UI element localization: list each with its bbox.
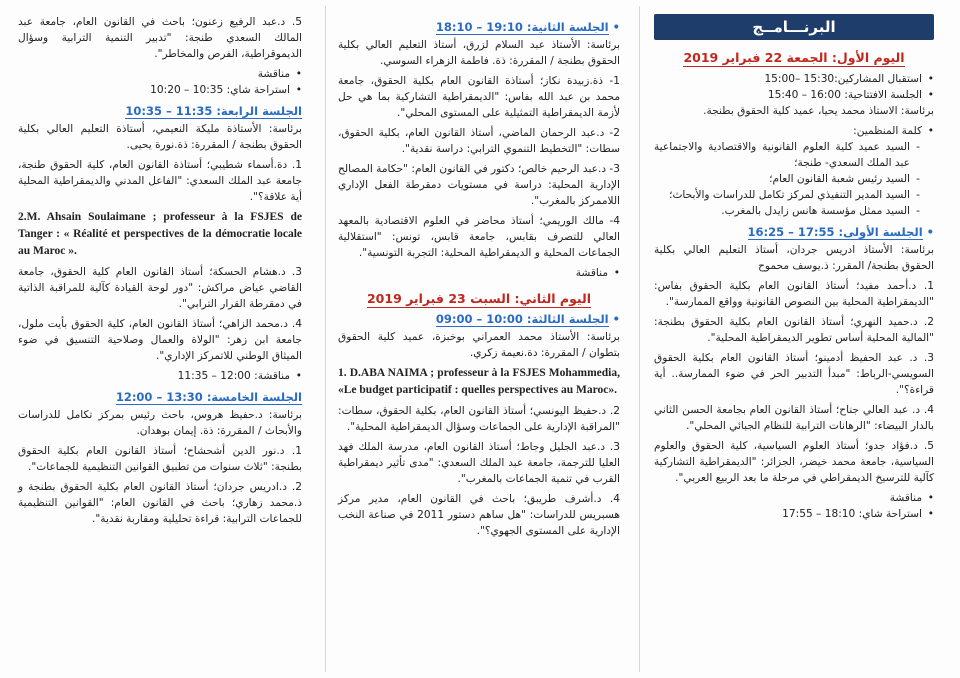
opening-chair: برئاسة: الاستاذ محمد يحيا، عميد كلية الحقوق بطنجة. [703,105,934,117]
session-one-title-text: الجلسة الأولى: 17:55 – 16:25 [747,225,923,239]
column-right [640,0,960,678]
session-four-talk: 3. د.هشام الحسكة؛ أستاذ القانون العام كلية الحقوق، جامعة القاضي عياض مراكش: "دور لوحة القيادة كآلية للمراقبة الذاتية في دمقرطة القرار الترابي". [18,266,302,310]
session-three-title-text: الجلسة الثالثة: 10:00 – 09:00 [435,312,609,326]
session-two-talk: 2- د.عبد الرحمان الماضي، أستاذ القانون العام، بكلية الحقوق، سطات: "التخطيط التنموي الترابي: دراسة نقدية". [338,127,620,155]
session-two-chair: برئاسة: الأستاذ عبد السلام لزرق، أستاذ التعليم العالي بكلية الحقوق بطنجة / المقررة: ذة. فاطمة الزهراء السوسي. [338,39,620,67]
session-four-talk: 4. د.محمد الزاهي؛ أستاذ القانون العام، كلية الحقوق بأيت ملول، جامعة ابن زهر: "الولاة والعمال وصلاحية التنسيق في ضوء الميثاق الوطني للاتمركز الإداري". [18,318,302,362]
speaker-item: - السيد رئيس شعبة القانون العام؛ [654,171,920,187]
session-five-title [18,390,302,404]
session-four-chair: برئاسة: الأستاذة مليكة النعيمي، أستاذة التعليم العالي بكلية الحقوق بطنجة / المقررة: ذة.نورة يحيى. [18,123,302,151]
session-five-chair: برئاسة: د.حفيظ هروس، باحث رئيس بمركز تكامل للدراسات والأبحاث / المقررة: ذة. إيمان بوهدان. [18,409,302,437]
session-one-title: • الجلسة الأولى: 17:55 – 16:25 [747,225,934,239]
speaker-item: - السيد ممثل مؤسسة هانس زايدل بالمغرب. [654,203,920,219]
session-four-footer [18,368,302,384]
speakers-heading-list [654,123,934,139]
session-two-talk: 4- مالك الوريمي؛ أستاذ محاضر في العلوم الاقتصادية بالمعهد العالي للتصرف بقابس، جامعة قابس، تونس: "استقلالية الجماعات المحلية و الديمقراطية المحلية: التجربة التونسية". [338,215,620,259]
session-four-talk-french: 2.M. Ahsain Soulaimane ; professeur à la FSJES de Tanger : « Réalité et perspectives de la démocratie locale au Maroc ». [18,211,302,257]
session-one-talk: 1. د.أحمد مفيد؛ أستاذ القانون العام بكلية الحقوق بفاس: "الديمقراطية المحلية بين النصوص القانونية وواقع الممارسة". [654,280,934,308]
session-two-footer [338,265,620,281]
discussion-item: • مناقشة [338,265,620,281]
session-four-title-text: الجلسة الرابعة: 11:35 – 10:35 [125,104,302,118]
discussion-item: • مناقشة [18,66,302,82]
day-one-title [654,50,934,65]
session-five-title-text: الجلسة الخامسة: 13:30 – 12:00 [115,390,302,404]
session-three-talk: 4. د.أشرف طريبق؛ باحث في القانون العام، مدير مركز هسبريس للدراسات: "هل ساهم دستور 2011 في صناعة النخب الإدارية على المستوى الجهوي؟". [338,493,620,537]
session-one-talk: 3. د. عبد الحفيظ أدمينو؛ أستاذ القانون العام بكلية الحقوق السويسي-الرباط: "مبدأ التدبير الحر في ضوء الممارسة.. أية قراءة؟". [654,352,934,396]
session-three-footer [18,66,302,98]
column-left [8,0,324,678]
column-middle [326,0,638,678]
session-five-talk: 1. د.نور الدين أشحشاح؛ أستاذ القانون العام بكلية الحقوق بطنجة: "ثلاث سنوات من تطبيق القوانين التنظيمية للجماعات". [18,445,302,473]
session-five-talk: 2. د.ادريس جردان؛ أستاذ القانون العام بكلية الحقوق بطنجة و ذ.محمد زهاري؛ باحث في القانون العام: "القوانين التنظيمية للجماعات الترابية: قراءة تحليلية ومقاربة نقدية". [18,481,302,525]
day-one-schedule [654,71,934,103]
session-three-talk: 5. د.عبد الرفيع زعنون؛ باحث في القانون العام، جامعة عبد المالك السعدي طنجة: "تدبير التنمية الترابية وسؤال الديموقراطية، الفرص والمخاطر". [18,16,302,60]
speaker-item: - السيد المدير التنفيذي لمركز تكامل للدراسات والأبحاث؛ [654,187,920,203]
session-three-talk: 2. د.حفيظ اليونسي؛ أستاذ القانون العام، بكلية الحقوق، سطات: "المراقبة الإدارية على الجماعات وسؤال الديمقراطية المحلية". [338,405,620,433]
session-three-title: • الجلسة الثالثة: 10:00 – 09:00 [435,312,620,326]
session-two-talk: 3- د.عبد الرحيم خالص؛ دكتور في القانون العام: "حكامة المصالح الإدارية المحلية: دراسة في مستويات دمقرطة الفعل الإداري اللاممركز بالمغرب". [338,163,620,207]
session-one-talk: 4. د. عبد العالي جناح؛ أستاذ القانون العام بجامعة الحسن الثاني بالدار البيضاء: "الرهانات الترابية للنظام الجبائي المحلي". [654,404,934,432]
session-one-chair: برئاسة: الأستاذ ادريس جردان، أستاذ التعليم العالي بكلية الحقوق بطنجة/ المقرر: ذ.يوسف محموح [654,244,934,272]
discussion-item: • مناقشة: 12:00 – 11:35 [18,368,302,384]
break-item: • استراحة شاي: 10:35 – 10:20 [18,82,302,98]
session-three-talk-french: 1. D.ABA NAIMA ; professeur à la FSJES Mohammedia, «Le budget participatif : quelles perspectives au Maroc». [338,367,620,396]
break-item: • استراحة شاي: 18:10 – 17:55 [654,506,934,522]
speaker-item: - السيد عميد كلية العلوم القانونية والاقتصادية والاجتماعية عبد الملك السعدي- طنجة؛ [654,139,920,171]
day-two-title [338,291,620,306]
session-three-talk: 3. د.عبد الجليل وجاط؛ أستاذ القانون العام، مدرسة الملك فهد العليا للترجمة، جامعة عبد الملك السعدي: "مدى تأثير ديمقراطية القرب في تنمية الجماعات بالمغرب". [338,441,620,485]
session-two-talk: 1- ذة.زبيدة نكاز؛ أستاذة القانون العام بكلية الحقوق، جامعة محمد بن عبد الله بفاس: "الديمقراطية التشاركية بما هي حل لأزمة الديمقراطية التمثيلية على المستوى المحلي". [338,75,620,119]
session-one-talk: 2. د.حميد النهري؛ أستاذ القانون العام بكلية الحقوق بطنجة: "المالية المحلية أساس تطوير الديمقراطية المحلية". [654,316,934,344]
day-two-title-text: اليوم الثاني: السبت 23 فبراير 2019 [366,291,591,306]
speakers-heading: • كلمة المنظمين: [654,123,934,139]
session-four-title [18,104,302,118]
session-three-chair: برئاسة: الأستاذ محمد العمراني بوخبزة، عميد كلية الحقوق بتطوان / المقررة: دة.نعيمة زكري. [338,331,620,359]
speakers-list [654,139,934,219]
session-one-talk: 5. د.فؤاد جدو؛ أستاذ العلوم السياسية، كلية الحقوق والعلوم السياسية، جامعة محمد خيضر، الجزائر: "الديمقراطية التشاركية كآلية للترسيخ الديمقراطي في مرحلة ما بعد الربيع العربي". [654,440,934,484]
program-banner: البرنـــامــج [654,14,934,40]
schedule-item: • الجلسة الافتتاحية: 16:00 – 15:40 [654,87,934,103]
day-one-title-text: اليوم الأول: الجمعة 22 فبراير 2019 [683,50,905,65]
discussion-item: • مناقشة [654,490,934,506]
session-two-title: • الجلسة الثانية: 19:10 – 18:10 [435,20,620,34]
session-four-talk: 1. دة.أسماء شطيبي؛ أستاذة القانون العام، كلية الحقوق طنجة، جامعة عبد الملك السعدي: "الفاعل المدني والديمقراطية المحلية أية علاقة؟". [18,159,302,203]
schedule-item: • استقبال المشاركين:15:30 –15:00 [654,71,934,87]
session-one-footer [654,490,934,522]
session-two-title-text: الجلسة الثانية: 19:10 – 18:10 [435,20,609,34]
